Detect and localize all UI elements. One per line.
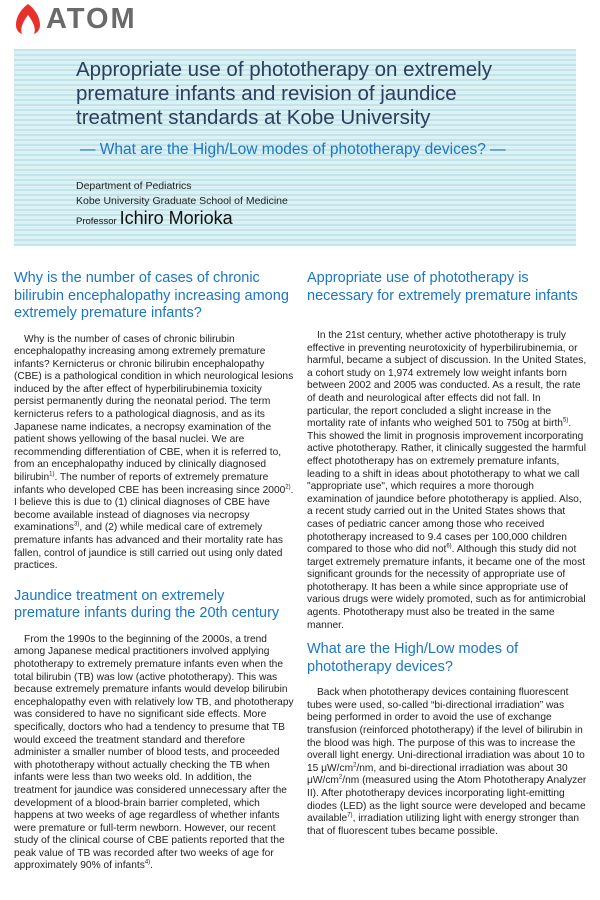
- superscript: 2: [353, 762, 357, 769]
- right-column: [307, 270, 587, 838]
- section-paragraph: In the 21st century, whether active phototherapy is truly effective in preventing neurotoxicity of hyperbilirubinemia, or harmful, became a subject of discussion. In the United States, a cohort study on 1,974 extremely low weight infants born between 2002 and 2005 was conducted. As a result, the rate of death and neurological after effects did not fall. In particular, the report concluded a slight increase in the mortality rate of infants who weighed 501 to 750g at birth$^{5)}$. This showed the limit in prognosis improvement incorporating active phototherapy. Rather, it clinically suggested the harmful effect phototherapy has on extremely premature infants, leading to a shift in ideas about phototherapy to what we call "appropriate use", which requires a more thorough examination of jaundice before phototherapy is applied. Also, a recent study carried out in the United States shows that cases of pediatric cancer among those who received phototherapy increased to 9.4 cases per 100,000 children compared to those who did not$^{6)}$. Although this study did not target extremely premature infants, it became one of the most significant grounds for the necessity of appropriate use of phototherapy. It has been a while since appropriate use of various drugs were widely promoted, such as for antimicrobial agents. Phototherapy must also be treated in the same manner.: [307, 330, 587, 631]
- section-paragraph: From the 1990s to the beginning of the 2000s, a trend among Japanese medical practitioners involved applying phototherapy to extremely premature infants even when the total bilirubin (TB) was low (active phototherapy). This was because extremely premature infants would develop bilirubin encephalopathy even with relatively low TB, and phototherapy was considered to have no significant side effects. More specifically, doctors who had a tendency to presume that TB would exceed the treatment standard and therefore administer a smaller number of blood tests, and proceeded with phototherapy without actually checking the TB when infants were less than two weeks old. In addition, the treatment for jaundice was considered unnecessary after the development of a blood-brain barrier completed, which happens at two weeks of age regardless of whether infants were premature or full-term newborn. However, our recent study of the clinical course of CBE patients reported that the peak value of TB was recorded after two weeks of age for approximately 90% of infants$^{4)}$.: [14, 633, 294, 872]
- reference-marker: 1): [49, 471, 55, 478]
- department: [76, 179, 556, 209]
- superscript: 2: [338, 775, 343, 782]
- logo-wordmark: ATOM: [46, 2, 137, 35]
- author: [76, 208, 233, 229]
- title-banner: [14, 49, 576, 246]
- author-name: Ichiro Morioka: [119, 208, 233, 228]
- section-heading: What are the High/Low modes of phototherapy devices?: [307, 641, 519, 675]
- page-title: Appropriate use of phototherapy on extremely premature infants and revision of jaundice treatment standards at Kobe University: [76, 58, 492, 129]
- section-heading: Jaundice treatment on extremely premature infants during the 20th century: [14, 587, 280, 622]
- left-column: [14, 270, 294, 873]
- section-paragraph: Back when phototherapy devices containing fluorescent tubes were used, so-called “bi-directional irradiation” was being performed in order to avoid the use of exchange transfusion (reinforced phototherapy) if the level of bilirubin in the blood was high. The purpose of this was to increase the overall light energy. Uni-directional irradiation was about 10 to 15 $\mu W/cm^2/nm$, and bi-directional irradiation was about 30 $\mu W/cm^2/nm$ (measured using the Atom Phototherapy Analyzer II). After phototherapy devices incorporating light-emitting diodes (LED) as the light source were developed and became available$^{7)}$, irradiation utilizing light with energy stronger than that of fluorescent tubes became possible.: [307, 687, 587, 837]
- flame-logo-icon: [14, 3, 42, 35]
- reference-marker: 3): [74, 522, 80, 529]
- atom-logo: [14, 2, 137, 36]
- reference-marker: 5): [562, 417, 569, 424]
- reference-marker: 2): [285, 484, 291, 491]
- section-appropriate-use: [307, 270, 587, 632]
- section-ckd-increase: [14, 270, 294, 573]
- reference-marker: 6): [446, 543, 452, 550]
- author-rank: Professor: [76, 216, 117, 227]
- page-subtitle: — What are the High/Low modes of phototherapy devices? —: [80, 141, 506, 158]
- reference-marker: 4): [144, 860, 151, 867]
- section-heading: Why is the number of cases of chronic bilirubin encephalopathy increasing among extremely premature infants?: [14, 270, 289, 321]
- department-line: Kobe University Graduate School of Medicine: [76, 195, 288, 207]
- section-heading: Appropriate use of phototherapy is necessary for extremely premature infants: [307, 270, 578, 304]
- section-paragraph: Why is the number of cases of chronic bilirubin encephalopathy increasing among extremely premature infants? Kernicterus or chronic bilirubin encephalopathy (CBE) is a pathological condition in which neurological lesions induced by the after effect of hyperbilirubinemia toxicity persist permanently during the neonatal period. The term kernicterus refers to a pathological diagnosis, and as its Japanese name indicates, a necropsy examination of the patient shows yellowing of the basal nuclei. We are recommending differentiation of CBE, when it is referred to, from an encephalopathy induced by clinically diagnosed bilirubin$^{1)}$. The number of reports of extremely premature infants who developed CBE has been increasing since 2000$^{2)}$. I believe this is due to (1) clinical diagnoses of CBE have become available instead of diagnoses via necropsy examinations$^{3)}$, and (2) while medical care of extremely premature infants has advanced and their mortality rate has fallen, control of jaundice is still carried out using only dated practices.: [14, 333, 294, 572]
- reference-marker: 7): [347, 812, 353, 819]
- section-high-low-modes: [307, 641, 587, 838]
- department-line: Department of Pediatrics: [76, 180, 192, 192]
- section-20th-century: [14, 588, 294, 873]
